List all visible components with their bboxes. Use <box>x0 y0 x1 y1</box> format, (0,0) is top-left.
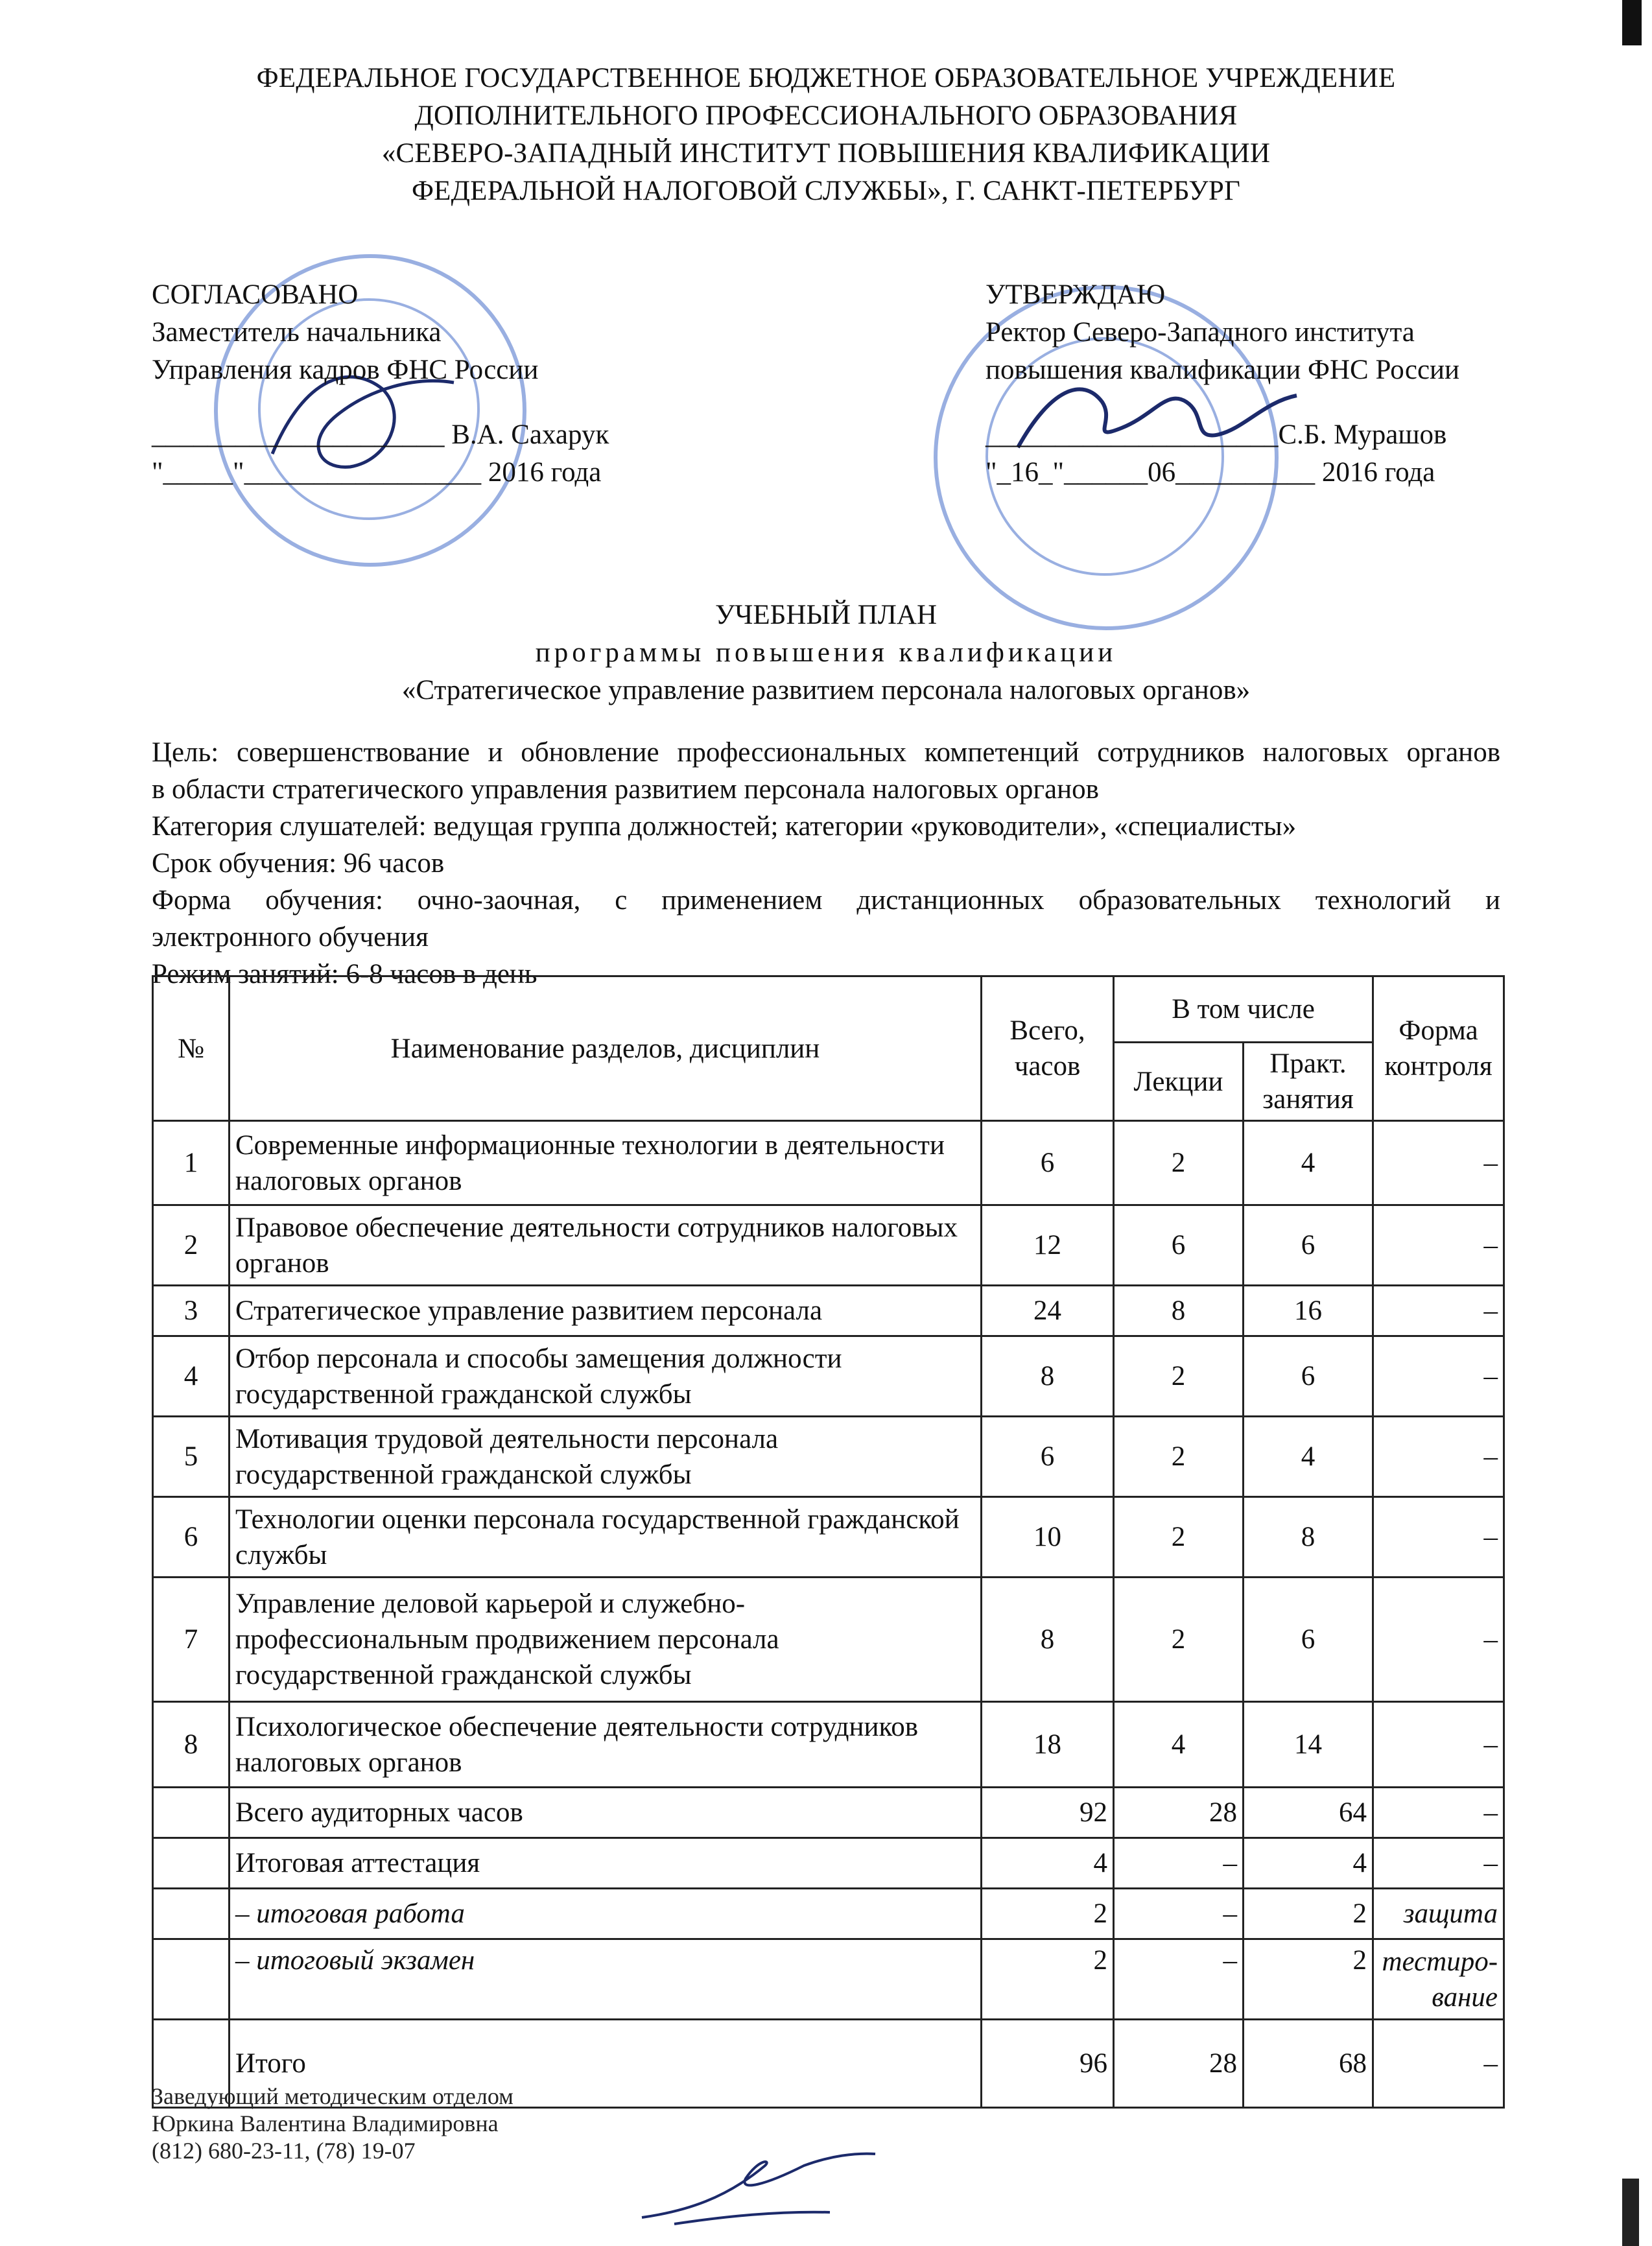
header-lectures: Лекции <box>1114 1043 1244 1121</box>
agreed-position: Заместитель начальника <box>152 317 442 348</box>
row-name: Правовое обеспечение деятельности сотрудников налоговых органов <box>230 1205 982 1286</box>
row-control: тестиро-вание <box>1373 1939 1504 2020</box>
row-control: – <box>1373 1838 1504 1889</box>
agreed-block <box>152 276 609 491</box>
row-total: 12 <box>982 1205 1114 1286</box>
row-num: 2 <box>153 1205 230 1286</box>
header-total: Всего, часов <box>982 976 1114 1121</box>
row-practice: 4 <box>1244 1121 1373 1205</box>
table-row <box>153 1336 1504 1417</box>
row-lectures: 2 <box>1114 1121 1244 1205</box>
goal-line: в области стратегического управления развитием персонала налоговых органов <box>152 774 1099 805</box>
row-name: Управление деловой карьерой и служебно-профессиональным продвижением персонала государственной гражданской службы <box>230 1578 982 1702</box>
header-num: № <box>153 976 230 1121</box>
curriculum-table <box>152 975 1505 2109</box>
row-control: – <box>1373 1497 1504 1578</box>
row-control: – <box>1373 1205 1504 1286</box>
row-total: 92 <box>982 1788 1114 1838</box>
row-control: защита <box>1373 1889 1504 1939</box>
program-params <box>152 734 1500 993</box>
approved-block <box>985 276 1459 491</box>
row-lectures: – <box>1114 1939 1244 2020</box>
header-including: В том числе <box>1114 976 1373 1043</box>
row-practice: 16 <box>1244 1286 1373 1336</box>
header-practice: Практ. занятия <box>1244 1043 1373 1121</box>
row-total: 96 <box>982 2020 1114 2108</box>
agreed-date-line: "_____"_________________ 2016 года <box>152 457 602 488</box>
row-total: 2 <box>982 1889 1114 1939</box>
row-total: 8 <box>982 1578 1114 1702</box>
agreed-signature-line: _____________________ В.А. Сахарук <box>152 420 609 450</box>
row-total: 18 <box>982 1702 1114 1788</box>
footer-line: (812) 680-23-11, (78) 19-07 <box>152 2138 416 2164</box>
row-num-empty <box>153 1939 230 2020</box>
row-practice: 8 <box>1244 1497 1373 1578</box>
row-practice: 4 <box>1244 1417 1373 1497</box>
scan-edge-mark <box>1622 0 1642 45</box>
row-lectures: 28 <box>1114 1788 1244 1838</box>
row-name: Современные информационные технологии в деятельности налоговых органов <box>230 1121 982 1205</box>
row-practice: 2 <box>1244 1939 1373 2020</box>
header-control: Форма контроля <box>1373 976 1504 1121</box>
row-name: Отбор персонала и способы замещения должности государственной гражданской службы <box>230 1336 982 1417</box>
row-control: – <box>1373 1702 1504 1788</box>
agreed-position: Управления кадров ФНС России <box>152 355 539 385</box>
row-name: Стратегическое управление развитием персонала <box>230 1286 982 1336</box>
row-total: 2 <box>982 1939 1114 2020</box>
row-num-empty <box>153 1889 230 1939</box>
row-name: – итоговый экзамен <box>230 1939 982 2020</box>
row-lectures: 28 <box>1114 2020 1244 2108</box>
duration-line: Срок обучения: 96 часов <box>152 848 445 879</box>
footer-line: Юркина Валентина Владимировна <box>152 2110 499 2136</box>
row-control: – <box>1373 1417 1504 1497</box>
title-main: УЧЕБНЫЙ ПЛАН <box>714 600 938 630</box>
footer-line: Заведующий методическим отделом <box>152 2083 513 2109</box>
scan-edge-mark <box>1622 2179 1639 2246</box>
row-name: Психологическое обеспечение деятельности сотрудников налоговых органов <box>230 1702 982 1788</box>
category-line: Категория слушателей: ведущая группа должностей; категории «руководители», «специалисты» <box>152 811 1297 842</box>
approved-position: повышения квалификации ФНС России <box>985 355 1460 385</box>
row-practice: 4 <box>1244 1838 1373 1889</box>
table-row <box>153 1702 1504 1788</box>
row-total: 10 <box>982 1497 1114 1578</box>
row-lectures: 2 <box>1114 1336 1244 1417</box>
row-practice: 6 <box>1244 1205 1373 1286</box>
row-num: 7 <box>153 1578 230 1702</box>
row-name: Мотивация трудовой деятельности персонала государственной гражданской службы <box>230 1417 982 1497</box>
row-total: 8 <box>982 1336 1114 1417</box>
row-lectures: 2 <box>1114 1417 1244 1497</box>
row-num: 3 <box>153 1286 230 1336</box>
row-total: 6 <box>982 1417 1114 1497</box>
form-line: электронного обучения <box>152 922 429 952</box>
header-line: «СЕВЕРО-ЗАПАДНЫЙ ИНСТИТУТ ПОВЫШЕНИЯ КВАЛИФИКАЦИИ <box>381 138 1271 169</box>
summary-row <box>153 1788 1504 1838</box>
row-lectures: 8 <box>1114 1286 1244 1336</box>
header-line: ДОПОЛНИТЕЛЬНОГО ПРОФЕССИОНАЛЬНОГО ОБРАЗОВАНИЯ <box>414 100 1238 131</box>
header-line: ФЕДЕРАЛЬНОЙ НАЛОГОВОЙ СЛУЖБЫ», Г. САНКТ-ПЕТЕРБУРГ <box>411 176 1241 206</box>
approved-position: Ректор Северо-Западного института <box>985 317 1415 348</box>
row-name: – итоговая работа <box>230 1889 982 1939</box>
row-name: Итоговая аттестация <box>230 1838 982 1889</box>
row-practice: 2 <box>1244 1889 1373 1939</box>
row-control: – <box>1373 1121 1504 1205</box>
goal-line: Цель: совершенствование и обновление профессиональных компетенций сотрудников налоговых органов <box>152 737 1500 768</box>
row-control: – <box>1373 1578 1504 1702</box>
row-name: Технологии оценки персонала государственной гражданской службы <box>230 1497 982 1578</box>
row-num: 8 <box>153 1702 230 1788</box>
mode-line: Режим занятий: 6-8 часов в день <box>152 959 537 989</box>
title-sub: программы повышения квалификации <box>535 637 1117 668</box>
table-row <box>153 1121 1504 1205</box>
header-line: ФЕДЕРАЛЬНОЕ ГОСУДАРСТВЕННОЕ БЮДЖЕТНОЕ ОБРАЗОВАТЕЛЬНОЕ УЧРЕЖДЕНИЕ <box>256 63 1396 93</box>
summary-row <box>153 1889 1504 1939</box>
row-control: – <box>1373 1286 1504 1336</box>
row-control: – <box>1373 1336 1504 1417</box>
table-row <box>153 1578 1504 1702</box>
row-practice: 6 <box>1244 1336 1373 1417</box>
institution-header <box>0 60 1652 210</box>
row-num: 6 <box>153 1497 230 1578</box>
document-title <box>0 597 1652 709</box>
row-num-empty <box>153 1838 230 1889</box>
table-row <box>153 1417 1504 1497</box>
row-practice: 6 <box>1244 1578 1373 1702</box>
row-control: – <box>1373 2020 1504 2108</box>
approved-date-line: "_16_"______06__________ 2016 года <box>985 457 1435 488</box>
table-row <box>153 1205 1504 1286</box>
row-lectures: 2 <box>1114 1578 1244 1702</box>
row-practice: 14 <box>1244 1702 1373 1788</box>
row-total: 6 <box>982 1121 1114 1205</box>
row-lectures: 4 <box>1114 1702 1244 1788</box>
approved-signature-line: _____________________С.Б. Мурашов <box>985 420 1447 450</box>
row-total: 24 <box>982 1286 1114 1336</box>
row-lectures: 2 <box>1114 1497 1244 1578</box>
summary-row <box>153 1838 1504 1889</box>
summary-row <box>153 1939 1504 2020</box>
contact-footer <box>152 2083 513 2164</box>
row-name: Итого <box>230 2020 982 2108</box>
table-row <box>153 1497 1504 1578</box>
agreed-title: СОГЛАСОВАНО <box>152 279 359 310</box>
row-lectures: – <box>1114 1889 1244 1939</box>
approved-title: УТВЕРЖДАЮ <box>985 279 1166 310</box>
row-num-empty <box>153 1788 230 1838</box>
title-program: «Стратегическое управление развитием персонала налоговых органов» <box>401 675 1251 705</box>
row-control: – <box>1373 1788 1504 1838</box>
row-total: 4 <box>982 1838 1114 1889</box>
signature-yurkina <box>635 2140 882 2230</box>
header-name: Наименование разделов, дисциплин <box>230 976 982 1121</box>
row-lectures: 6 <box>1114 1205 1244 1286</box>
row-lectures: – <box>1114 1838 1244 1889</box>
row-name: Всего аудиторных часов <box>230 1788 982 1838</box>
row-num: 5 <box>153 1417 230 1497</box>
row-practice: 68 <box>1244 2020 1373 2108</box>
row-practice: 64 <box>1244 1788 1373 1838</box>
form-line: Форма обучения: очно-заочная, с применением дистанционных образовательных технологий и <box>152 885 1500 916</box>
row-num: 4 <box>153 1336 230 1417</box>
table-row <box>153 1286 1504 1336</box>
row-num: 1 <box>153 1121 230 1205</box>
